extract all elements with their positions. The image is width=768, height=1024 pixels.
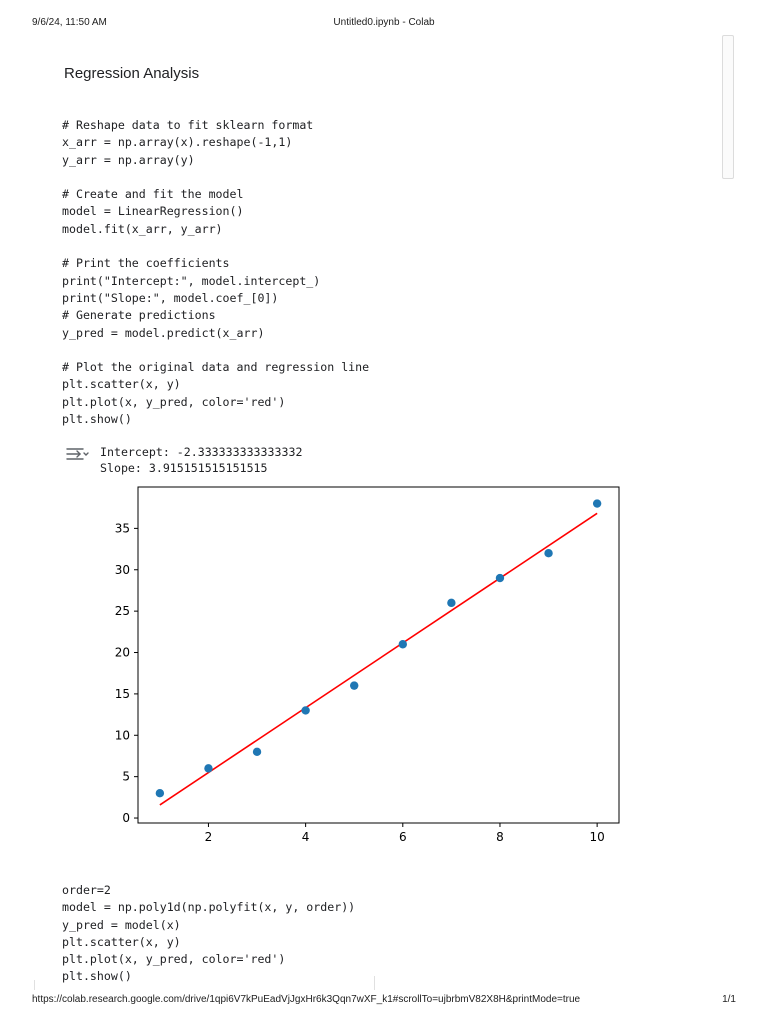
x-tick-label: 6 — [398, 830, 407, 844]
data-point — [301, 706, 309, 714]
code-line: plt.scatter(x, y) — [62, 934, 181, 949]
y-tick-label: 0 — [122, 811, 130, 826]
code-line: y_pred = model.predict(x_arr) — [62, 325, 265, 340]
y-tick-label: 15 — [114, 686, 130, 701]
code-line: model.fit(x_arr, y_arr) — [62, 221, 223, 236]
code-line: # Plot the original data and regression line — [62, 360, 370, 375]
notebook-heading: Regression Analysis — [64, 65, 200, 82]
regression-chart — [100, 478, 640, 858]
code-line: # Reshape data to fit sklearn format — [62, 118, 314, 132]
scrollbar[interactable] — [722, 35, 734, 179]
print-header — [32, 17, 736, 31]
code-line: plt.show() — [62, 412, 132, 427]
print-url: https://colab.research.google.com/drive/1qpi6V7kPuEadVjJgxHr6k3Qqn7wXF_k1#scrollTo=ujbrbmV82X8H&printMode=true — [32, 994, 581, 1005]
data-point — [399, 640, 407, 648]
output-toggle-icon[interactable] — [64, 445, 90, 463]
code-line: y_arr = np.array(y) — [62, 152, 195, 167]
print-footer — [32, 994, 736, 1008]
code-line: plt.show() — [62, 969, 132, 984]
code-line: plt.scatter(x, y) — [62, 377, 181, 392]
code-line: x_arr = np.array(x).reshape(-1,1) — [62, 135, 293, 150]
code-line: y_pred = model(x) — [62, 917, 181, 932]
output-line: Intercept: -2.333333333333332 — [100, 445, 303, 459]
code-line: model = LinearRegression() — [62, 204, 244, 219]
code-line: model = np.poly1d(np.polyfit(x, y, order)) — [62, 900, 356, 915]
code-line: plt.plot(x, y_pred, color='red') — [62, 952, 286, 967]
code-line: print("Intercept:", model.intercept_) — [62, 273, 321, 288]
code-cell-1[interactable] — [62, 117, 369, 428]
print-page-number: 1/1 — [722, 994, 736, 1005]
x-tick-label: 8 — [496, 830, 504, 844]
code-line: print("Slope:", model.coef_[0]) — [62, 290, 279, 305]
y-tick-label: 10 — [114, 728, 130, 743]
output-line: Slope: 3.915151515151515 — [100, 460, 268, 475]
plot-area-frame — [138, 487, 619, 823]
y-tick-label: 5 — [122, 769, 130, 784]
y-tick-label: 35 — [114, 521, 130, 536]
data-point — [156, 789, 164, 797]
x-tick-label: 10 — [589, 830, 605, 844]
code-line — [62, 169, 369, 186]
data-point — [544, 549, 552, 557]
divider — [374, 976, 375, 990]
data-point — [350, 681, 358, 689]
code-cell-2[interactable] — [62, 882, 356, 984]
x-tick-label: 2 — [204, 830, 213, 844]
code-line: plt.plot(x, y_pred, color='red') — [62, 394, 286, 409]
code-line: # Print the coefficients — [62, 256, 230, 271]
data-point — [447, 599, 455, 607]
code-line — [62, 238, 369, 255]
code-line — [62, 342, 369, 359]
data-point — [496, 574, 504, 582]
code-line: # Create and fit the model — [62, 187, 244, 202]
x-tick-label: 4 — [301, 830, 310, 844]
cell-output-text — [100, 445, 302, 476]
y-tick-label: 20 — [114, 645, 130, 660]
data-point — [593, 499, 601, 507]
y-tick-label: 30 — [114, 562, 130, 577]
y-tick-label: 25 — [114, 604, 130, 619]
print-datetime: 9/6/24, 11:50 AM — [32, 17, 107, 28]
data-point — [204, 764, 212, 772]
data-point — [253, 748, 261, 756]
code-line: # Generate predictions — [62, 308, 216, 323]
divider — [34, 980, 35, 990]
code-line: order=2 — [62, 883, 111, 897]
print-page-title: Untitled0.ipynb - Colab — [333, 17, 435, 28]
